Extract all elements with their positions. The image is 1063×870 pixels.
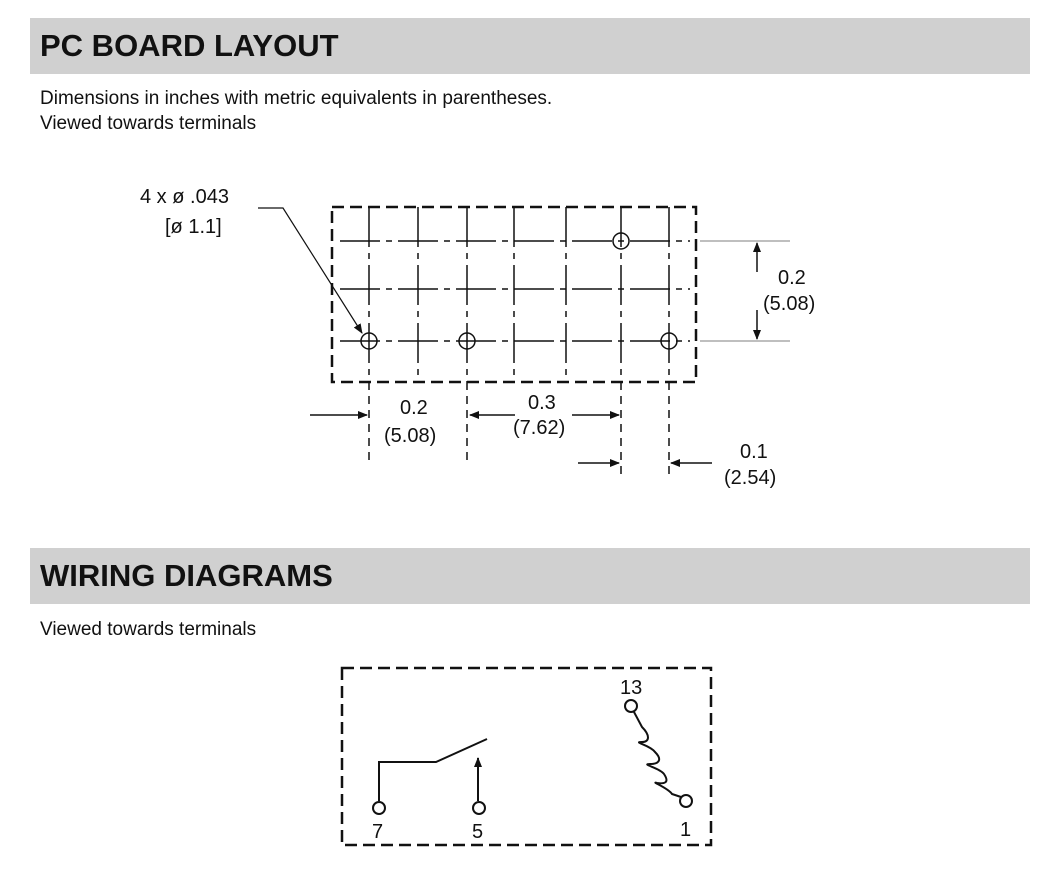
- wiring-diagram: [342, 668, 711, 845]
- dim-b-in: 0.3: [528, 392, 556, 414]
- hole-callout-metric: [ø 1.1]: [165, 216, 222, 238]
- pcb-description: Dimensions in inches with metric equivalents in parentheses.: [40, 88, 553, 109]
- hole-callout: 4 x ø .043: [140, 186, 229, 208]
- dim-c-mm: (2.54): [724, 467, 777, 489]
- coil-icon: [634, 712, 681, 797]
- dim-a-in: 0.2: [400, 397, 428, 419]
- wiring-view-note: Viewed towards terminals: [40, 619, 257, 640]
- dim-vertical-in: 0.2: [778, 267, 806, 289]
- terminal-13-label: 13: [620, 677, 643, 699]
- right-extension-lines: [700, 241, 790, 341]
- dim-c-in: 0.1: [740, 441, 768, 463]
- terminal-7-label: 7: [372, 821, 384, 843]
- terminal-holes: [361, 233, 677, 349]
- switch-contact: [379, 739, 487, 801]
- callout-leader: [258, 208, 362, 333]
- grid-lines: [340, 207, 690, 382]
- section-header-pc-board-layout: PC BOARD LAYOUT: [30, 18, 1030, 74]
- dim-a-mm: (5.08): [384, 425, 437, 447]
- dim-b-mm: (7.62): [513, 417, 566, 439]
- section-header-wiring-diagrams: WIRING DIAGRAMS: [30, 548, 1030, 604]
- terminal-1-label: 1: [680, 819, 692, 841]
- terminal-7-icon: [373, 802, 385, 814]
- dim-vertical-mm: (5.08): [763, 293, 816, 315]
- relay-outline: [342, 668, 711, 845]
- terminal-5-icon: [473, 802, 485, 814]
- terminal-5-label: 5: [472, 821, 484, 843]
- terminal-13-icon: [625, 700, 637, 712]
- wiring-labels: [372, 677, 691, 843]
- pcb-labels: [140, 186, 815, 489]
- pcb-view-note: Viewed towards terminals: [40, 113, 257, 134]
- terminal-1-icon: [680, 795, 692, 807]
